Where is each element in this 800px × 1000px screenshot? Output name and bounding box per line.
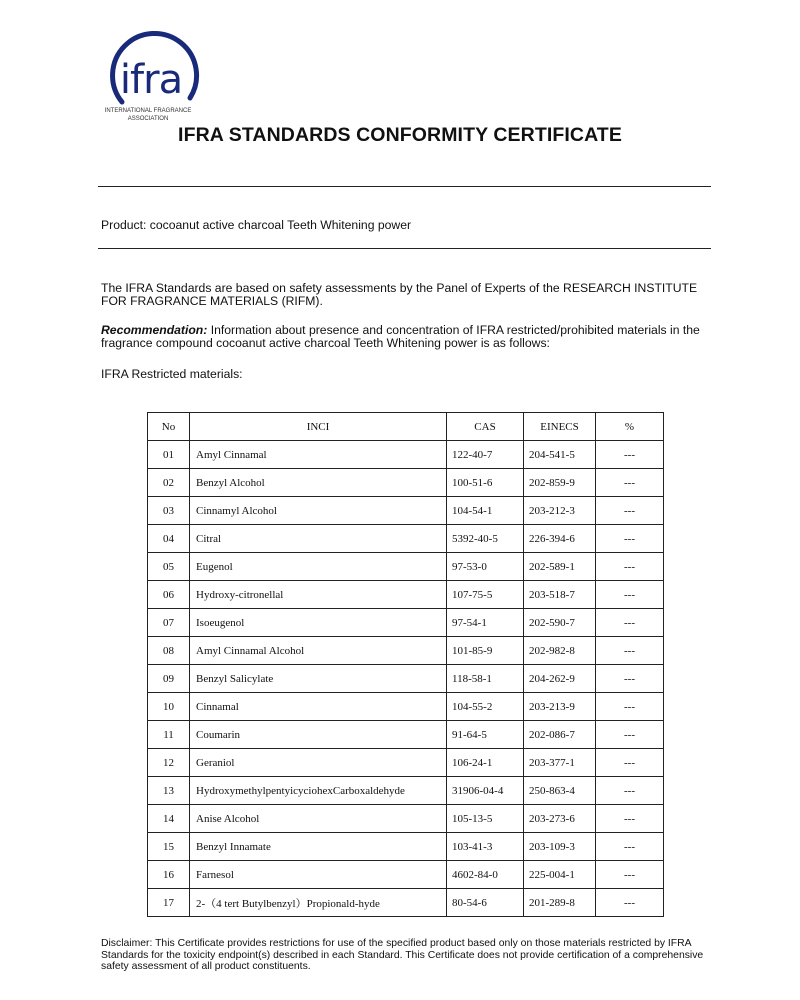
row-percent: --- [596,441,664,469]
restricted-materials-table [147,412,664,917]
recommendation-text: Information about presence and concentration of IFRA restricted/prohibited materials in the fragrance compound cocoanut active charcoal Teeth Whitening power is as follows: [101,323,700,350]
row-cas: 103-41-3 [447,833,524,861]
table-row [148,525,664,553]
row-cas: 107-75-5 [447,581,524,609]
row-inci: Isoeugenol [190,609,447,637]
row-inci: Anise Alcohol [190,805,447,833]
table-row [148,889,664,917]
table-row [148,805,664,833]
row-einecs: 203-273-6 [524,805,596,833]
row-percent: --- [596,721,664,749]
header-cas: CAS [447,413,524,441]
row-cas: 97-54-1 [447,609,524,637]
row-inci: Benzyl Alcohol [190,469,447,497]
row-cas: 122-40-7 [447,441,524,469]
row-cas: 118-58-1 [447,665,524,693]
row-inci: Geraniol [190,749,447,777]
row-einecs: 204-262-9 [524,665,596,693]
row-cas: 4602-84-0 [447,861,524,889]
row-einecs: 202-590-7 [524,609,596,637]
row-inci: Benzyl Innamate [190,833,447,861]
table-row [148,497,664,525]
row-einecs: 202-982-8 [524,637,596,665]
row-percent: --- [596,469,664,497]
header-percent: % [596,413,664,441]
row-inci: Amyl Cinnamal Alcohol [190,637,447,665]
row-inci: HydroxymethylpentyicyciohexCarboxaldehyde [190,777,447,805]
page-title: IFRA STANDARDS CONFORMITY CERTIFICATE [178,124,622,146]
table-row [148,777,664,805]
row-cas: 101-85-9 [447,637,524,665]
row-cas: 104-54-1 [447,497,524,525]
row-inci: Hydroxy-citronellal [190,581,447,609]
row-inci: Amyl Cinnamal [190,441,447,469]
row-einecs: 225-004-1 [524,861,596,889]
row-inci: Benzyl Salicylate [190,665,447,693]
product-line: Product: cocoanut active charcoal Teeth Whitening power [101,218,412,232]
row-percent: --- [596,861,664,889]
table-row [148,553,664,581]
row-einecs: 203-212-3 [524,497,596,525]
logo-wordmark: ifra [119,57,183,103]
row-percent: --- [596,553,664,581]
row-number: 08 [148,637,190,665]
row-cas: 104-55-2 [447,693,524,721]
row-inci: Farnesol [190,861,447,889]
row-einecs: 203-109-3 [524,833,596,861]
row-number: 17 [148,889,190,917]
row-einecs: 250-863-4 [524,777,596,805]
table-row [148,469,664,497]
row-number: 10 [148,693,190,721]
table-row [148,665,664,693]
row-cas: 105-13-5 [447,805,524,833]
row-einecs: 204-541-5 [524,441,596,469]
header-no: No [148,413,190,441]
row-number: 15 [148,833,190,861]
row-number: 03 [148,497,190,525]
header-inci: INCI [190,413,447,441]
row-cas: 91-64-5 [447,721,524,749]
table-row [148,861,664,889]
logo-subtitle-line2: ASSOCIATION [127,116,169,122]
divider-top [98,186,711,187]
disclaimer: Disclaimer: This Certificate provides restrictions for use of the specified product based only on those materials restricted by IFRA Standards for the toxicity endpoint(s) described in each Standard. This Certificate does not provide certification of a comprehensive safety assessment of all product constituents. [101,938,704,972]
row-percent: --- [596,693,664,721]
table-row [148,693,664,721]
row-number: 16 [148,861,190,889]
table-row [148,581,664,609]
row-cas: 80-54-6 [447,889,524,917]
row-number: 07 [148,609,190,637]
row-number: 02 [148,469,190,497]
restricted-heading: IFRA Restricted materials: [101,367,243,381]
ifra-logo [92,14,212,122]
logo-subtitle-line1: INTERNATIONAL FRAGRANCE [104,108,192,114]
row-percent: --- [596,637,664,665]
table-row [148,441,664,469]
row-einecs: 202-589-1 [524,553,596,581]
row-einecs: 203-518-7 [524,581,596,609]
recommendation-paragraph [101,324,726,350]
row-percent: --- [596,833,664,861]
row-percent: --- [596,497,664,525]
row-number: 11 [148,721,190,749]
row-number: 14 [148,805,190,833]
row-percent: --- [596,805,664,833]
table-row [148,721,664,749]
row-number: 04 [148,525,190,553]
row-inci: Eugenol [190,553,447,581]
row-einecs: 226-394-6 [524,525,596,553]
row-percent: --- [596,665,664,693]
row-einecs: 203-377-1 [524,749,596,777]
divider-bottom [98,248,711,249]
table-header-row [148,413,664,441]
row-inci: Coumarin [190,721,447,749]
logo-subtitle [92,107,204,123]
row-inci: Citral [190,525,447,553]
row-number: 09 [148,665,190,693]
row-einecs: 202-086-7 [524,721,596,749]
table-row [148,637,664,665]
row-percent: --- [596,777,664,805]
row-inci: 2-（4 tert Butylbenzyl）Propionald-hyde [190,889,447,917]
row-percent: --- [596,609,664,637]
row-einecs: 201-289-8 [524,889,596,917]
row-cas: 106-24-1 [447,749,524,777]
table-row [148,833,664,861]
row-cas: 97-53-0 [447,553,524,581]
table-row [148,609,664,637]
row-number: 05 [148,553,190,581]
recommendation-label: Recommendation: [101,323,208,337]
row-cas: 100-51-6 [447,469,524,497]
header-einecs: EINECS [524,413,596,441]
row-cas: 5392-40-5 [447,525,524,553]
row-cas: 31906-04-4 [447,777,524,805]
row-einecs: 203-213-9 [524,693,596,721]
row-number: 06 [148,581,190,609]
row-number: 01 [148,441,190,469]
row-inci: Cinnamyl Alcohol [190,497,447,525]
table-row [148,749,664,777]
row-percent: --- [596,889,664,917]
table-body [148,441,664,917]
row-percent: --- [596,525,664,553]
row-percent: --- [596,581,664,609]
row-percent: --- [596,749,664,777]
row-inci: Cinnamal [190,693,447,721]
intro-paragraph: The IFRA Standards are based on safety assessments by the Panel of Experts of the RESEARCH INSTITUTE FOR FRAGRANCE MATERIALS (RIFM). [101,281,698,308]
row-number: 13 [148,777,190,805]
row-einecs: 202-859-9 [524,469,596,497]
row-number: 12 [148,749,190,777]
